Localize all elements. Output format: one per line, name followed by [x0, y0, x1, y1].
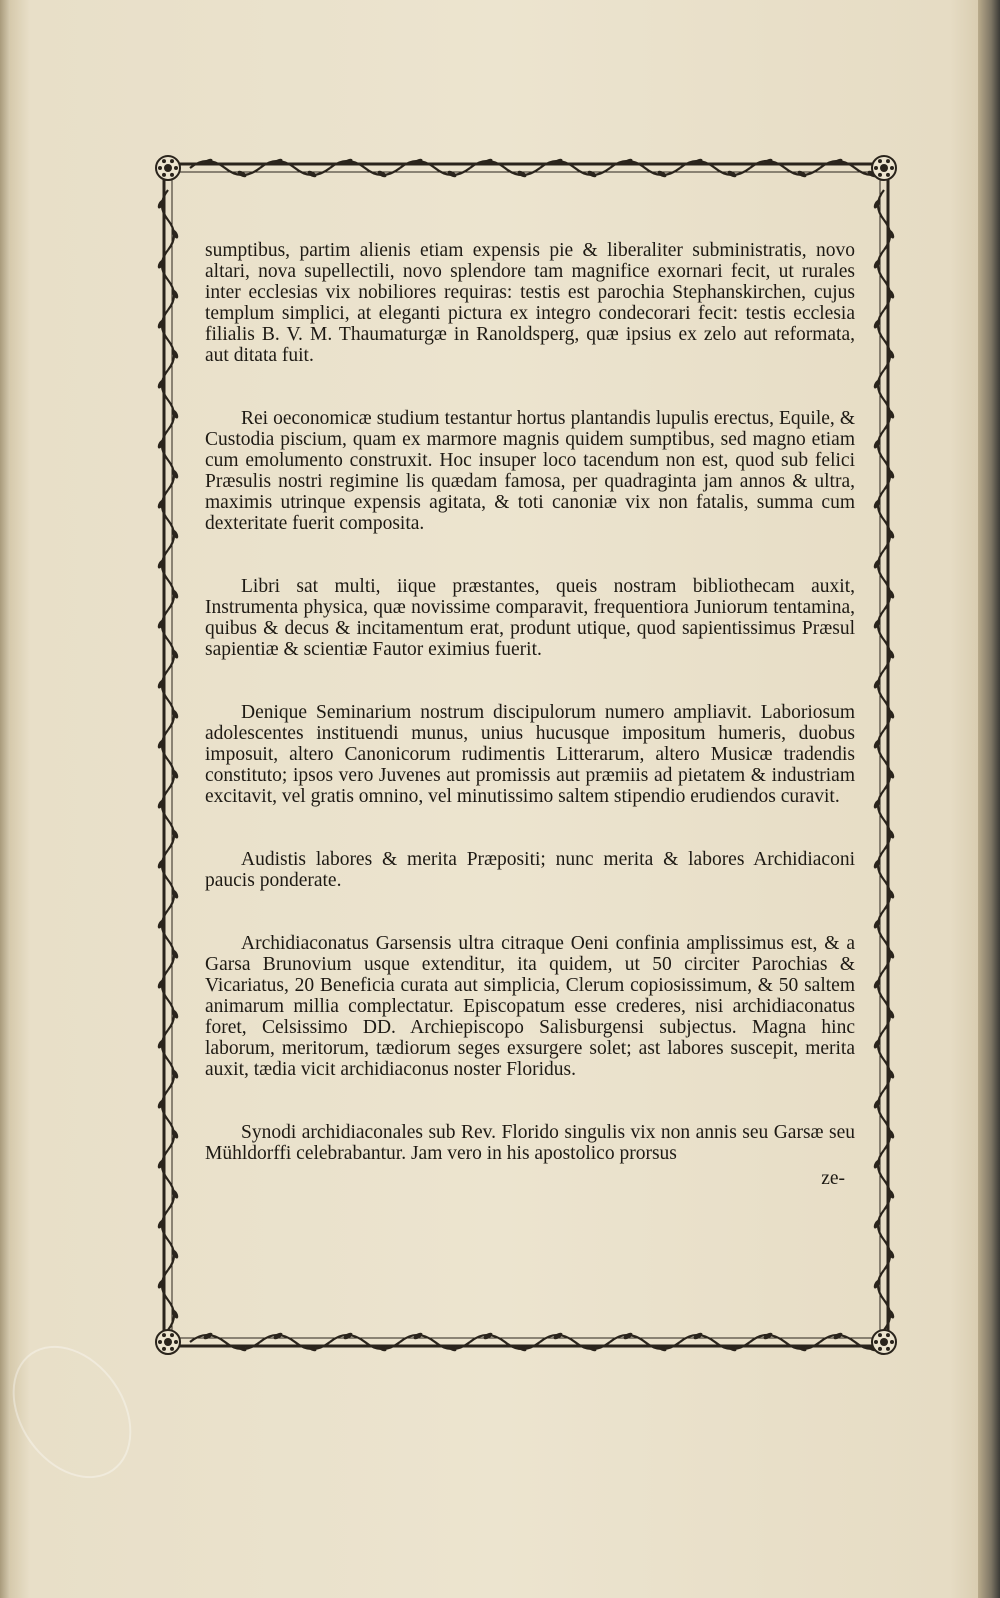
paragraph-2: Rei oeconomicæ studium testantur hortus plantandis lupulis erectus, Equile, & Custodia piscium, quam ex marmore magnis quidem sumptibus, sed magno etiam cum emolumento construxit. Hoc insuper loco tacendum non est, quod sub felici Præsulis nostri regimine lis quædam famosa, per quadraginta jam annos & ultra, maximis utrinque expensis agitata, & toti canoniæ vix non fatalis, summa cum dexteritate fuerit composita.: [205, 408, 855, 534]
page-edge-left: [0, 0, 10, 1598]
paragraph-7: Synodi archidiaconales sub Rev. Florido singulis vix non annis seu Garsæ seu Mühldorffi celebrabantur. Jam vero in his apostolico prorsus: [205, 1122, 855, 1164]
body-text: [205, 240, 855, 1189]
paragraph-3: Libri sat multi, iique præstantes, queis nostram bibliothecam auxit, Instrumenta physica, quæ novissime comparavit, frequentiora Juniorum tentamina, quibus & decus & incitamentum erat, produnt utique, quod sapientissimus Præsul sapientiæ & scientiæ Fautor eximius fuerit.: [205, 576, 855, 660]
page-edge-right: [978, 0, 1000, 1598]
paragraph-6: Archidiaconatus Garsensis ultra citraque Oeni confinia amplissimus est, & a Garsa Brunovium usque extenditur, ita quidem, ut 50 circiter Parochias & Vicariatus, 20 Beneficia curata aut simplicia, Clerum copiosissimum, & 50 saltem animarum millia complectatur. Episcopatum esse crederes, nisi archidiaconatus foret, Celsissimo DD. Archiepiscopo Salisburgensi subjectus. Magna hinc laborum, meritorum, tædiorum seges exsurgere solet; ast labores suscepit, merita auxit, tædia vicit archidiaconus noster Floridus.: [205, 933, 855, 1080]
paragraph-5: Audistis labores & merita Præpositi; nunc merita & labores Archidiaconi paucis ponderate.: [205, 849, 855, 891]
catchword: ze-: [821, 1168, 845, 1189]
paper-stain: [0, 1323, 156, 1501]
paragraph-1: sumptibus, partim alienis etiam expensis pie & liberaliter subministratis, novo altari, nova supellectili, novo splendore tam magnifice exornari fecit, ut rurales inter ecclesias vix nobiliores requiras: testis est parochia Stephanskirchen, cujus templum simplici, at eleganti pictura ex integro condecorari fecit: testis ecclesia filialis B. V. M. Thaumaturgæ in Ranoldsperg, quæ ipsius ex zelo aut reformata, aut ditata fuit.: [205, 240, 855, 366]
paragraph-4: Denique Seminarium nostrum discipulorum numero ampliavit. Laboriosum adolescentes instituendi munus, unius hucusque impositum humeris, duobus imposuit, altero Canonicorum rudimentis Litterarum, altero Musicæ tradendis constituto; ipsos vero Juvenes aut promissis aut præmiis ad pietatem & industriam excitavit, vel gratis omnino, vel minutissimo saltem stipendio erudiendos curavit.: [205, 702, 855, 807]
